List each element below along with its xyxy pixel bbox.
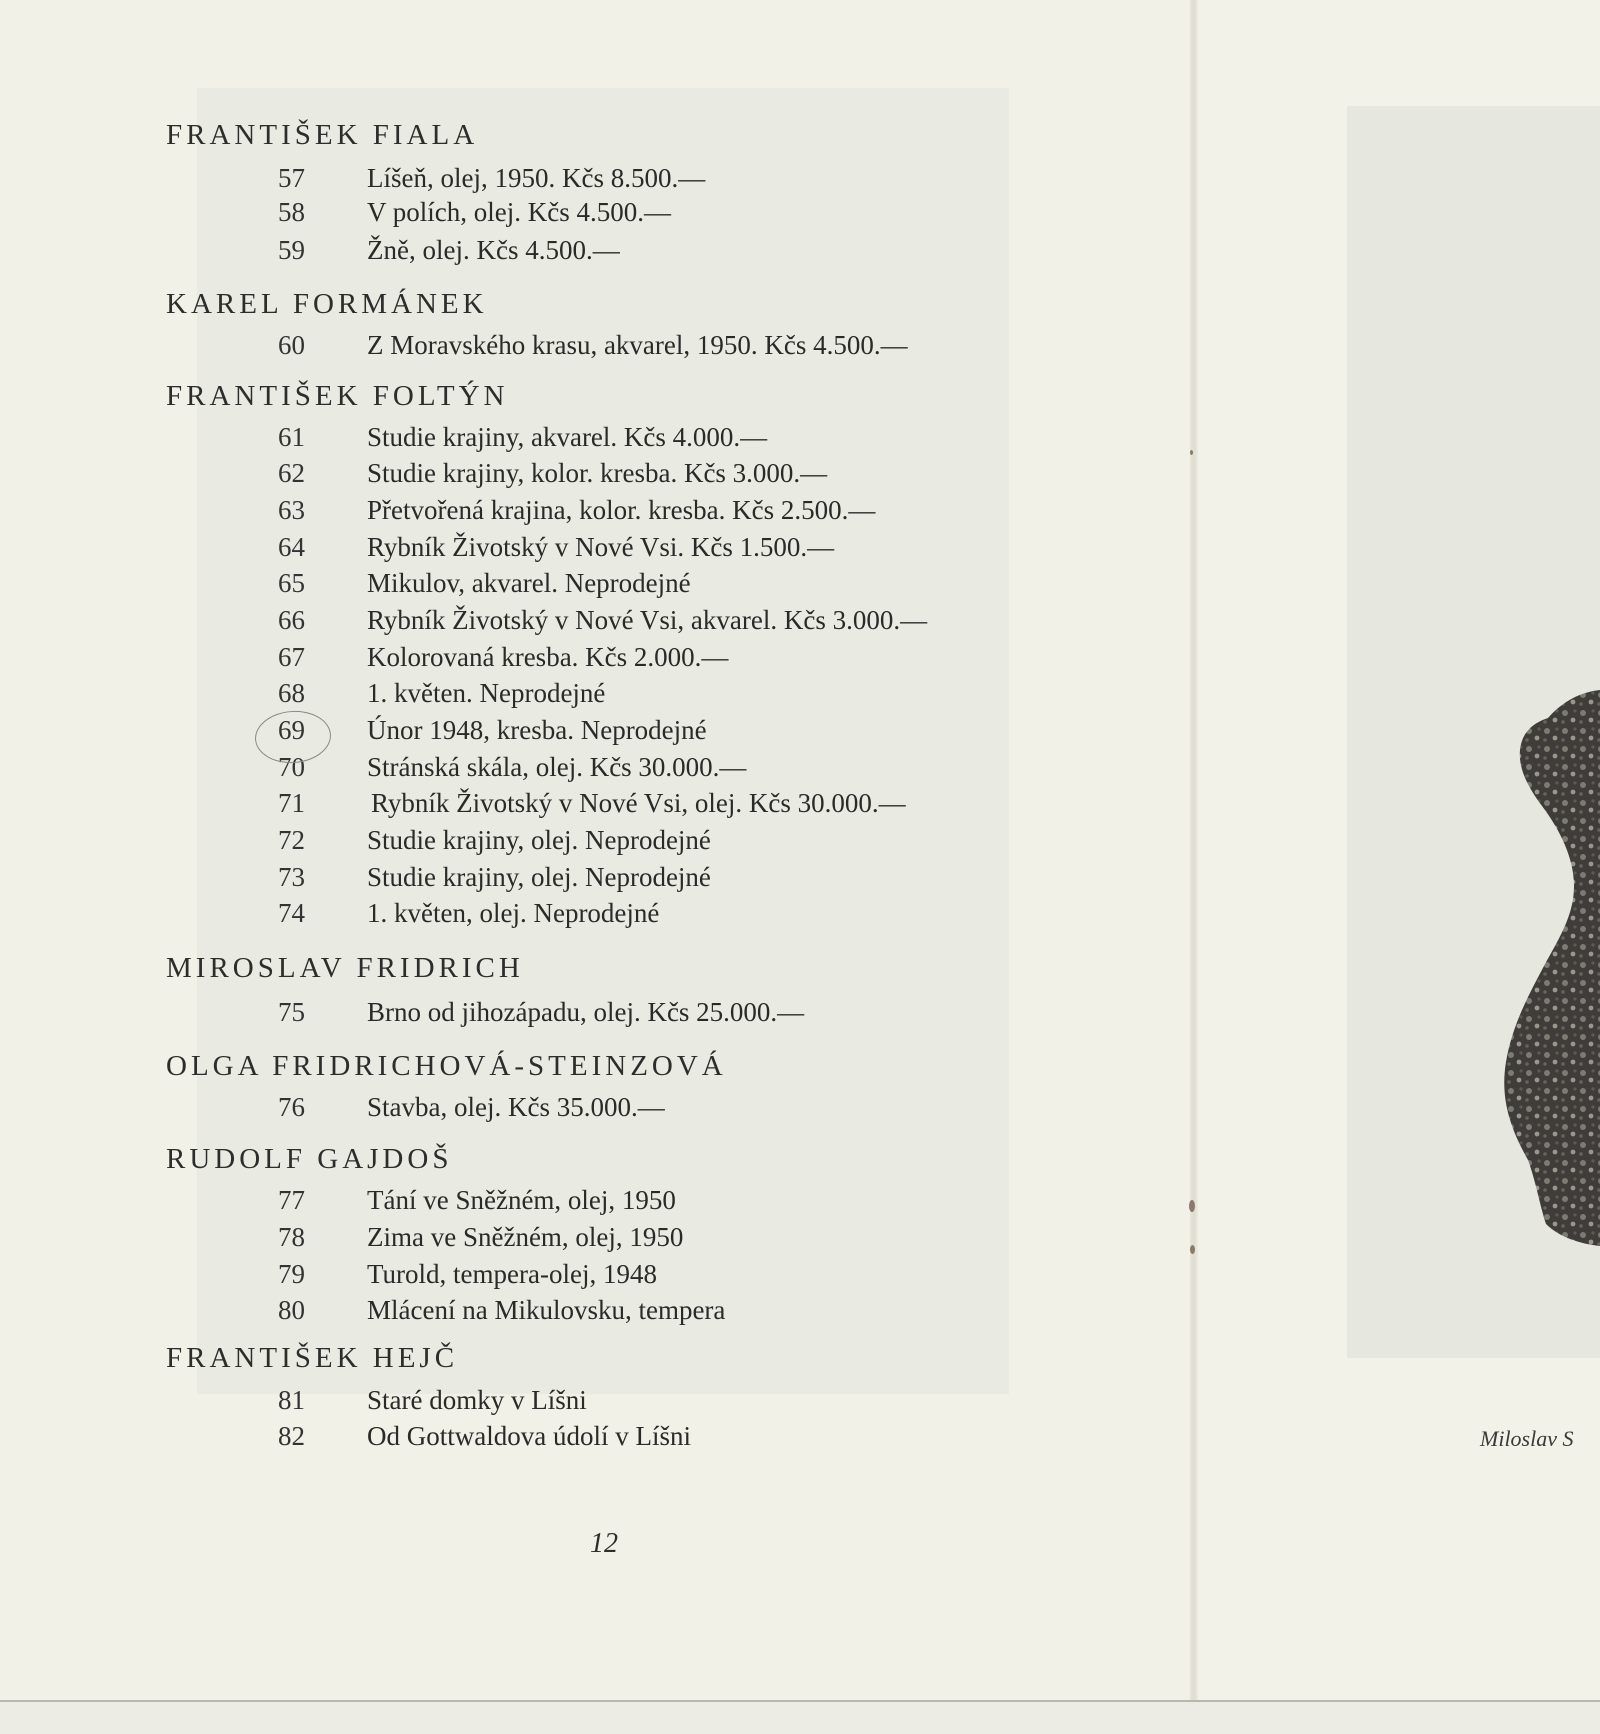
entry-number: 73 [278,862,305,892]
sculpture-photo [1470,690,1600,1250]
entry-title: Studie krajiny, olej. Neprodejné [367,825,711,855]
entry-title: Studie krajiny, akvarel. Kčs 4.000.— [367,422,768,452]
entry-number: 71 [278,788,305,818]
entry-number: 75 [278,997,305,1027]
artist-heading: FRANTIŠEK HEJČ [166,1342,459,1374]
artist-heading: RUDOLF GAJDOŠ [166,1143,453,1175]
entry-number: 69 [278,715,305,745]
entry-title: Studie krajiny, olej. Neprodejné [367,862,711,892]
entry-title: Přetvořená krajina, kolor. kresba. Kčs 2.500.— [367,495,876,525]
paper-stain [1190,450,1193,455]
entry-title: V polích, olej. Kčs 4.500.— [367,197,671,227]
vase-silhouette [1504,690,1600,1246]
entry-title: Žně, olej. Kčs 4.500.— [367,235,620,265]
entry-number: 59 [278,235,305,265]
entry-number: 79 [278,1259,305,1289]
entry-number: 81 [278,1385,305,1415]
entry-number: 78 [278,1222,305,1252]
entry-number: 77 [278,1185,305,1215]
entry-number: 63 [278,495,305,525]
paper-stain [1189,1200,1195,1212]
entry-title: Kolorovaná kresba. Kčs 2.000.— [367,642,729,672]
entry-number: 57 [278,163,305,193]
entry-title: Studie krajiny, kolor. kresba. Kčs 3.000.— [367,458,828,488]
bottom-page-edge [0,1700,1600,1734]
entry-number: 65 [278,568,305,598]
entry-number: 80 [278,1295,305,1325]
entry-title: Staré domky v Líšni [367,1385,587,1415]
entry-title: 1. květen. Neprodejné [367,678,606,708]
paper-stain [1190,1245,1195,1254]
entry-number: 72 [278,825,305,855]
entry-title: Rybník Životský v Nové Vsi, akvarel. Kčs 3.000.— [367,605,928,635]
entry-title: Brno od jihozápadu, olej. Kčs 25.000.— [367,997,805,1027]
entry-title: Stavba, olej. Kčs 35.000.— [367,1092,665,1122]
entry-number: 64 [278,532,305,562]
artist-heading: MIROSLAV FRIDRICH [166,952,524,984]
artist-heading: FRANTIŠEK FOLTÝN [166,380,509,412]
artist-heading: OLGA FRIDRICHOVÁ-STEINZOVÁ [166,1050,727,1082]
entry-number: 74 [278,898,305,928]
entry-title: Líšeň, olej, 1950. Kčs 8.500.— [367,163,706,193]
entry-number: 58 [278,197,305,227]
entry-number: 68 [278,678,305,708]
entry-title: Tání ve Sněžném, olej, 1950 [367,1185,676,1215]
entry-title: Od Gottwaldova údolí v Líšni [367,1421,691,1451]
artist-heading: FRANTIŠEK FIALA [166,119,479,151]
artist-heading: KAREL FORMÁNEK [166,288,488,320]
entry-title: 1. květen, olej. Neprodejné [367,898,660,928]
page-number: 12 [590,1528,618,1559]
entry-number: 76 [278,1092,305,1122]
entry-number: 66 [278,605,305,635]
entry-number: 82 [278,1421,305,1451]
entry-title: Rybník Životský v Nové Vsi, olej. Kčs 30.000.— [371,788,906,818]
entry-title: Mlácení na Mikulovsku, tempera [367,1295,726,1325]
entry-title: Únor 1948, kresba. Neprodejné [367,715,707,745]
entry-title: Rybník Životský v Nové Vsi. Kčs 1.500.— [367,532,835,562]
entry-number: 60 [278,330,305,360]
photo-caption: Miloslav S [1480,1426,1574,1451]
entry-title: Z Moravského krasu, akvarel, 1950. Kčs 4.500.— [367,330,908,360]
entry-number: 62 [278,458,305,488]
entry-title: Mikulov, akvarel. Neprodejné [367,568,691,598]
entry-title: Stránská skála, olej. Kčs 30.000.— [367,752,747,782]
entry-number: 61 [278,422,305,452]
entry-title: Turold, tempera-olej, 1948 [367,1259,657,1289]
entry-title: Zima ve Sněžném, olej, 1950 [367,1222,684,1252]
entry-number: 70 [278,752,305,782]
entry-number: 67 [278,642,305,672]
